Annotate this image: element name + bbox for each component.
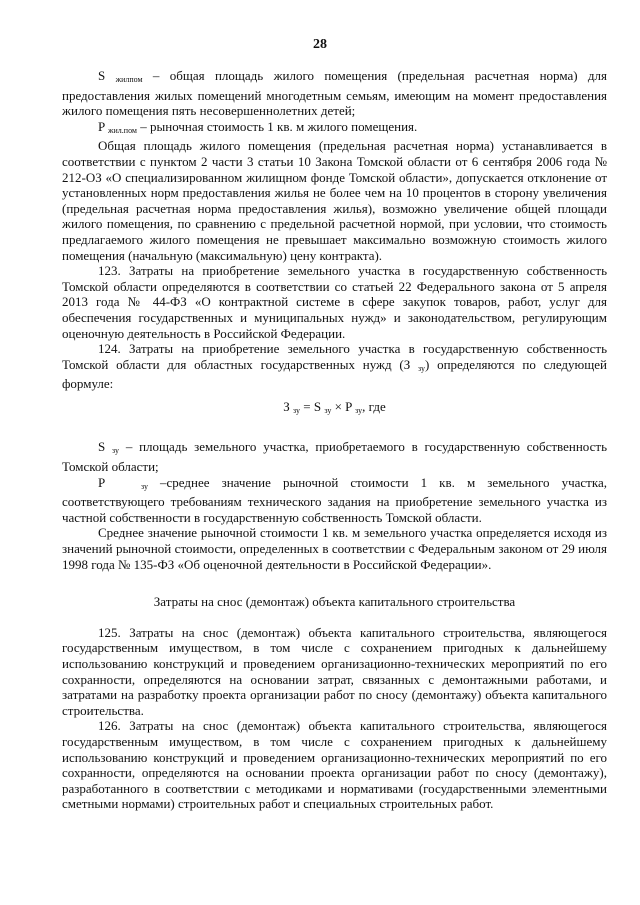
paragraph-average-value: Среднее значение рыночной стоимости 1 кв. м земельного участка определяется исходя из значений рыночной стоимости, определенных в соответствии с Федеральным законом от 29 июля 1998 года № 135-ФЗ «Об оценочной деятельности в Российской Федерации». bbox=[62, 525, 607, 572]
definition-p-price bbox=[62, 119, 607, 139]
section-heading-demolition: Затраты на снос (демонтаж) объекта капитального строительства bbox=[153, 594, 516, 610]
definition-s-land-area: S $_{зу}$ – площадь земельного участка, приобретаемого в государственную собственность Томской области; bbox=[62, 439, 607, 475]
page-number: 28 bbox=[313, 37, 327, 52]
subscript-zhilpom: жилпом bbox=[115, 75, 143, 84]
definition-p-land-price: P $_{зу}$ –среднее значение рыночной стоимости 1 кв. м земельного участка, соответствующего требованиям технического задания на приобретение земельного участка из частной собственности в государственную собственность Томской области. bbox=[62, 474, 607, 525]
paragraph-125: 125. Затраты на снос (демонтаж) объекта капитального строительства, являющегося государственным имуществом, в том числе с сохранением пригодных к дальнейшему использованию конструкций и проведением организационно-технических мероприятий по его сохранности, определяются на основании затрат, связанных с демонтажными работами, и затратами на разработку проекта организации работ по сносу (демонтажу) объекта капитального строительства. bbox=[62, 624, 607, 718]
paragraph-126: 126. Затраты на снос (демонтаж) объекта капитального строительства, являющегося государственным имуществом, в том числе с сохранением пригодных к дальнейшему использованию конструкций и проведением организационно-технических мероприятий по его сохранности, определяются на основании проекта организации работ по сносу (демонтажу), разработанного в соответствии с методиками и нормативами (государственными элементными сметными нормами) строительных работ и специальных строительных работ. bbox=[62, 718, 607, 812]
definition-text: – рыночная стоимость 1 кв. м жилого помещения. bbox=[137, 118, 418, 134]
definition-s-living-area bbox=[62, 68, 607, 119]
document-body bbox=[62, 68, 607, 812]
paragraph-total-area: Общая площадь жилого помещения (предельная расчетная норма) устанавливается в соответствии с пунктом 2 части 3 статьи 10 Закона Томской области от 6 сентября 2006 года № 212-ОЗ «О специализированном жилищном фонде Томской области», допускается отклонение от установленных норм предоставления жилья не более чем на 10 процентов в сторону увеличения (предельная расчетная норма предоставления жилья), возможно увеличение общей площади жилого помещения, по сравнению с предельной расчетной нормой, при условии, что стоимость предлагаемого жилого помещения не превышает максимально возможную стоимость жилого помещения (начальную (максимальную) цену контракта). bbox=[62, 138, 607, 263]
subscript-zu: зу bbox=[417, 363, 425, 373]
subscript-zhil-pom: жил.пом bbox=[108, 125, 137, 135]
paragraph-124: 124. Затраты на приобретение земельного участка в государственную собственность Томской области для областных государственных нужд (З $_{зу}$) определяются по следующей формуле: bbox=[62, 341, 607, 392]
definition-text: – общая площадь жилого помещения (предельная расчетная норма) для предоставления жилых помещений многодетным семьям, имеющим на момент предоставления жилого помещения пять несовершеннолетних детей; bbox=[62, 68, 608, 119]
symbol-s: S bbox=[98, 68, 106, 83]
symbol-p: P bbox=[98, 118, 105, 134]
formula-land-cost: З $_{зу}$ = S $_{зу}$ × P $_{зу}$, где bbox=[283, 398, 386, 415]
paragraph-123: 123. Затраты на приобретение земельного участка в государственную собственность Томской области определяются в соответствии со статьей 22 Федерального закона от 5 апреля 2013 года № 44-ФЗ «О контрактной системе в сфере закупок товаров, работ, услуг для обеспечения государственных и муниципальных нужд» и законодательством, регулирующим оценочную деятельность в Российской Федерации. bbox=[62, 263, 607, 341]
